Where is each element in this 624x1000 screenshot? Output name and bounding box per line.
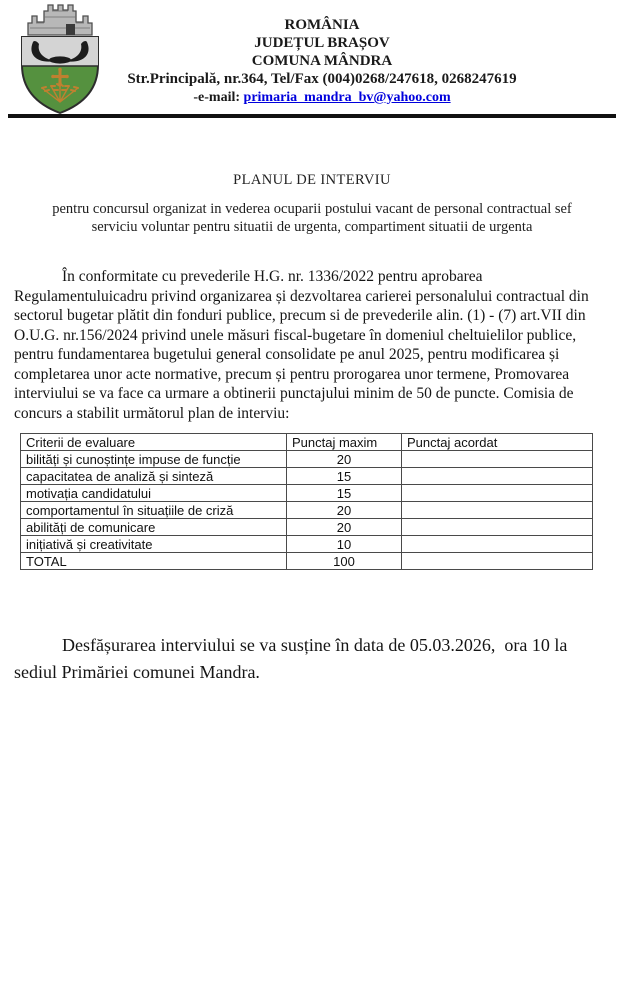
criterion-cell: comportamentul în situațiile de criză (21, 502, 287, 519)
awarded-score-cell (402, 468, 593, 485)
max-score-cell: 15 (287, 485, 402, 502)
header-divider (8, 114, 616, 118)
header-email-line (110, 89, 534, 107)
header-county: JUDEȚUL BRAȘOV (254, 35, 390, 51)
table-row (21, 519, 593, 536)
criterion-cell: TOTAL (21, 553, 287, 570)
max-score-cell: 15 (287, 468, 402, 485)
header-address: Str.Principală, nr.364, Tel/Fax (004)0268/247618, 0268247619 (127, 71, 517, 87)
email-link[interactable]: primaria_mandra_bv@yahoo.com (243, 90, 451, 105)
table-row (21, 451, 593, 468)
criterion-cell: motivația candidatului (21, 485, 287, 502)
letterhead-text (110, 16, 534, 107)
max-score-cell: 10 (287, 536, 402, 553)
footer-paragraph: Desfășurarea interviului se va susține în data de 05.03.2026, ora 10 la sediul Primăriei comunei Mandra. (14, 635, 572, 682)
table-row (21, 553, 593, 570)
evaluation-table-body (21, 451, 593, 570)
awarded-score-cell (402, 536, 593, 553)
max-score-cell: 100 (287, 553, 402, 570)
page-title: PLANUL DE INTERVIU (233, 172, 391, 188)
col-header-criteria: Criterii de evaluare (21, 434, 287, 451)
coat-of-arms-icon (14, 3, 106, 115)
awarded-score-cell (402, 502, 593, 519)
table-header-row (21, 434, 593, 451)
col-header-max-score: Punctaj maxim (287, 434, 402, 451)
body-paragraph: În conformitate cu prevederile H.G. nr. 1336/2022 pentru aprobarea Regulamentuluicadru privind organizarea și dezvoltarea carierei personalului contractual din sectorul bugetar plătit din fonduri publice, precum si de prevederile alin. (1) - (7) art.VII din O.U.G. nr.156/2024 privind unele măsuri fiscal-bugetare în domeniul cheltuielilor publice, pentru fundamentarea bugetului general consolidate pe anul 2025, pentru modificarea și completarea unor acte normative, precum și pentru prorogarea unor termene, Promovarea interviului se va face ca urmare a obtinerii punctajului minim de 50 de puncte. Comisia de concurs a stabilit următorul plan de interviu: (14, 268, 589, 422)
max-score-cell: 20 (287, 519, 402, 536)
criterion-cell: abilități de comunicare (21, 519, 287, 536)
table-row (21, 468, 593, 485)
awarded-score-cell (402, 519, 593, 536)
header-commune: COMUNA MÂNDRA (251, 53, 393, 69)
evaluation-table (20, 433, 593, 570)
awarded-score-cell (402, 553, 593, 570)
criterion-cell: capacitatea de analiză și sinteză (21, 468, 287, 485)
crown-shape (28, 5, 92, 35)
max-score-cell: 20 (287, 502, 402, 519)
header-country: ROMÂNIA (284, 17, 360, 33)
col-header-awarded-score: Punctaj acordat (402, 434, 593, 451)
max-score-cell: 20 (287, 451, 402, 468)
table-row (21, 485, 593, 502)
email-label: -e-mail: (193, 90, 244, 105)
awarded-score-cell (402, 485, 593, 502)
criterion-cell: bilități și cunoștințe impuse de funcție (21, 451, 287, 468)
criterion-cell: inițiativă și creativitate (21, 536, 287, 553)
table-row (21, 536, 593, 553)
letterhead (0, 0, 624, 114)
page-subtitle: pentru concursul organizat in vederea ocuparii postului vacant de personal contractual sef serviciu voluntar pentru situatii de urgenta, compartiment situatii de urgenta (52, 201, 572, 235)
awarded-score-cell (402, 451, 593, 468)
table-row (21, 502, 593, 519)
